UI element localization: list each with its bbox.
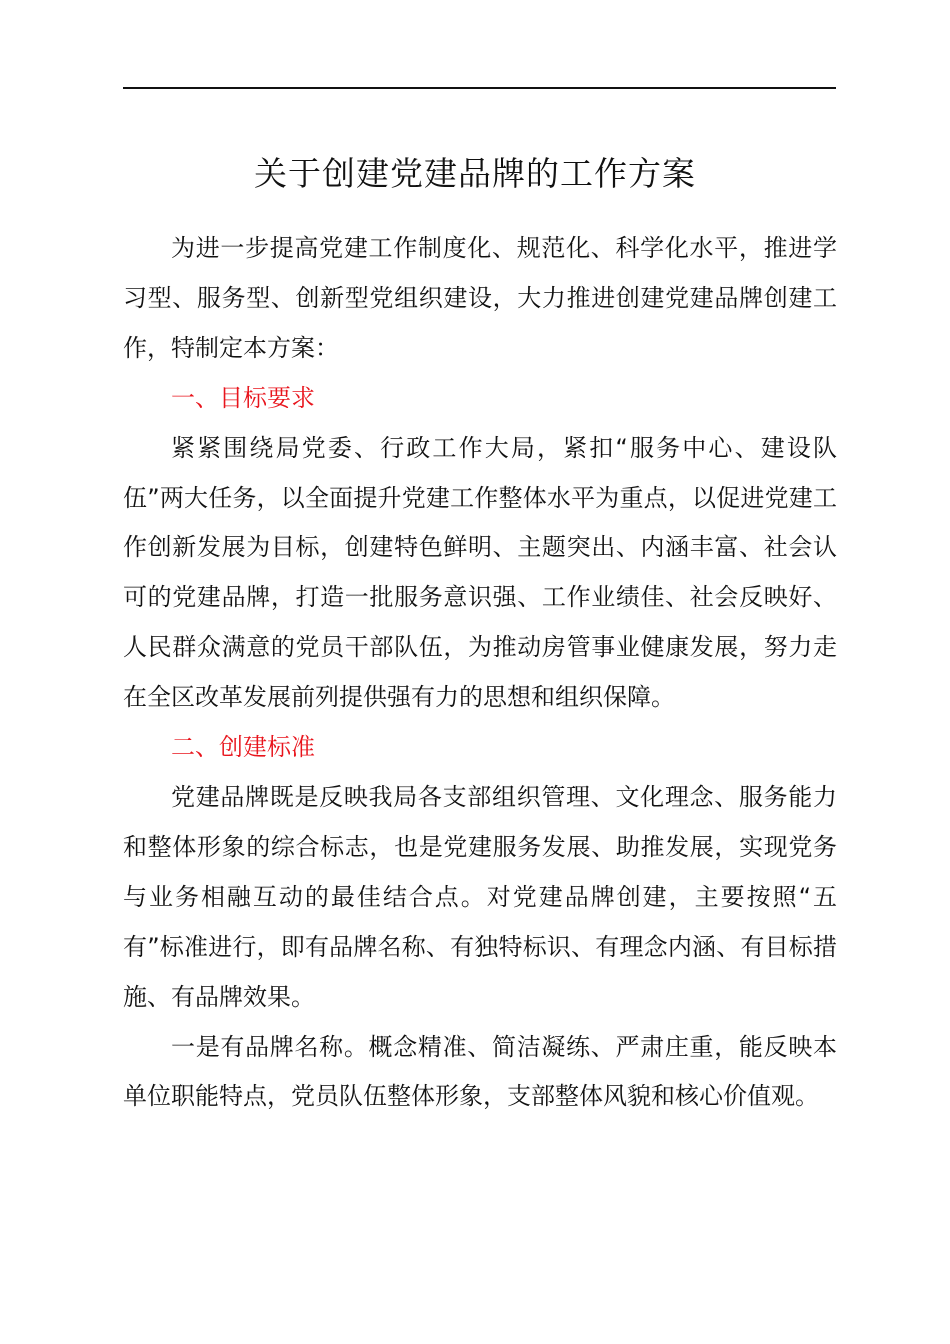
document-body xyxy=(123,224,837,1122)
section-heading-standards: 二、创建标准 xyxy=(171,733,315,762)
goals-paragraph: 紧紧围绕局党委、行政工作大局，紧扣“服务中心、建设队伍”两大任务，以全面提升党建工作整体水平为重点，以促进党建工作创新发展为目标，创建特色鲜明、主题突出、内涵丰富、社会认可的党建品牌，打造一批服务意识强、工作业绩佳、社会反映好、人民群众满意的党员干部队伍，为推动房管事业健康发展，努力走在全区改革发展前列提供强有力的思想和组织保障。 xyxy=(123,433,837,712)
intro-paragraph: 为进一步提高党建工作制度化、规范化、科学化水平，推进学习型、服务型、创新型党组织建设，大力推进创建党建品牌创建工作，特制定本方案： xyxy=(123,234,837,362)
header-rule xyxy=(123,87,836,89)
brand-name-paragraph: 一是有品牌名称。概念精准、简洁凝练、严肃庄重，能反映本单位职能特点，党员队伍整体形象，支部整体风貌和核心价值观。 xyxy=(123,1032,837,1111)
document-title: 关于创建党建品牌的工作方案 xyxy=(254,154,696,193)
standards-paragraph: 党建品牌既是反映我局各支部组织管理、文化理念、服务能力和整体形象的综合标志，也是党建服务发展、助推发展，实现党务与业务相融互动的最佳结合点。对党建品牌创建，主要按照“五有”标准进行，即有品牌名称、有独特标识、有理念内涵、有目标措施、有品牌效果。 xyxy=(123,782,837,1011)
section-heading-goals: 一、目标要求 xyxy=(171,383,315,412)
